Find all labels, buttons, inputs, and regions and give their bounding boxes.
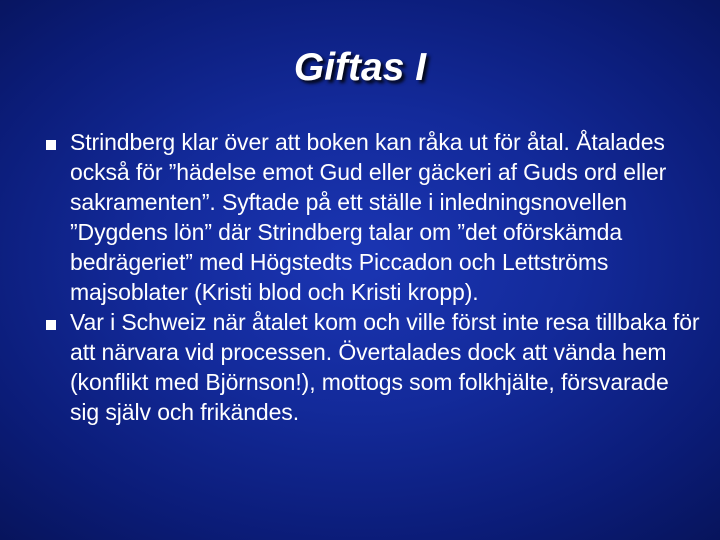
bullet-item	[0, 307, 720, 427]
bullet-item	[0, 127, 720, 307]
slide-title: Giftas I	[293, 46, 427, 89]
bullet-list	[0, 127, 720, 427]
square-bullet-icon	[46, 320, 56, 330]
bullet-text: Strindberg klar över att boken kan råka ut för åtal. Åtalades också för ”hädelse emot Gud eller gäckeri af Guds ord eller sakramenten”. Syftade på ett ställe i inledningsnovellen ”Dygdens lön” där Strindberg talar om ”det oförskämda bedrägeriet” med Högstedts Piccadon och Lettströms majsoblater (Kristi blod och Kristi kropp).	[70, 129, 667, 305]
square-bullet-icon	[46, 140, 56, 150]
bullet-text: Var i Schweiz när åtalet kom och ville först inte resa tillbaka för att närvara vid processen. Övertalades dock att vända hem (konflikt med Björnson!), mottogs som folkhjälte, försvarade sig själv och frikändes.	[70, 309, 700, 425]
